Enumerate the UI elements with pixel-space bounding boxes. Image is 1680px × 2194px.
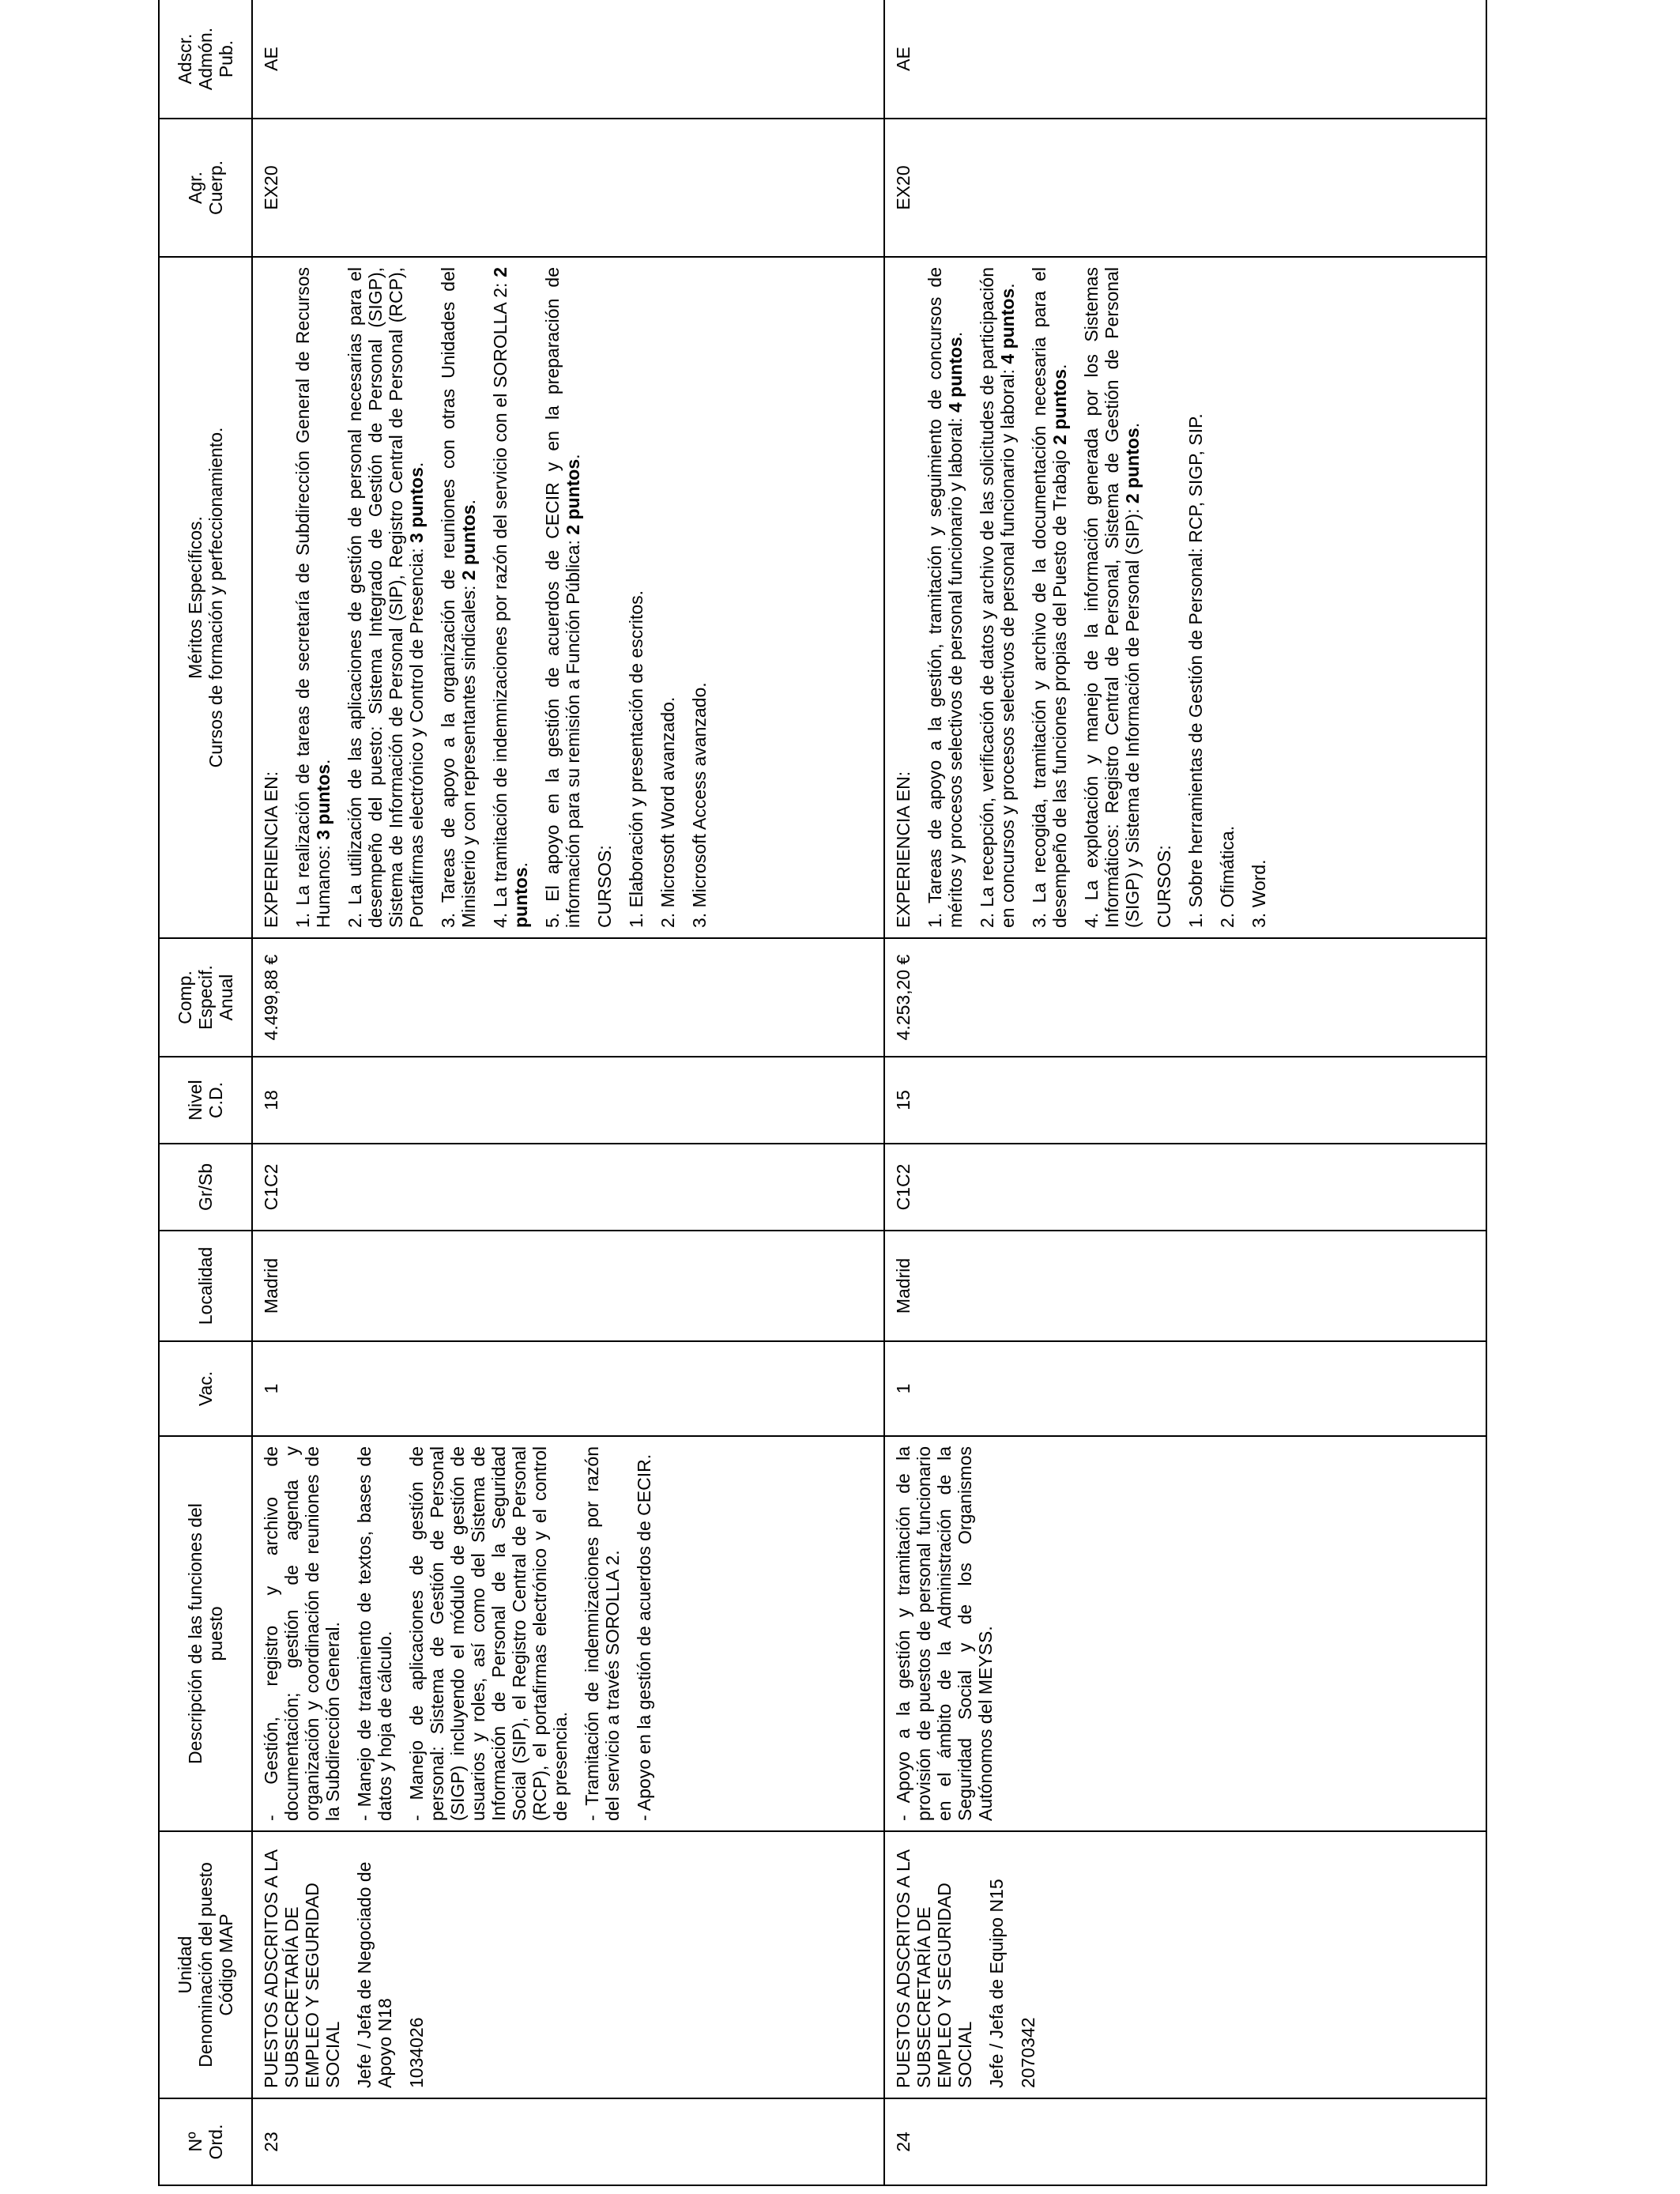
adscr-cell: AE [884,0,1486,119]
table-row [884,0,1486,2185]
meritos-heading: EXPERIENCIA EN: [261,771,281,928]
cursos-heading: CURSOS: [1153,845,1174,928]
vac-cell: 1 [884,1341,1486,1436]
meritos-cell [884,257,1486,938]
grsb-cell: C1C2 [884,1144,1486,1231]
merito-item: 2. La utilización de las aplicaciones de gestión de personal necesarias para el desempeño del puesto: Sistema Integrado de Gestión de Personal (SIGP), Sistema de Información de Personal (SIP), Registro Central de Personal (RCP), Portafirmas electrónico y Control de Presencia: 3 puntos. [344,267,427,928]
header-adscr: Adscr. Admón. Pub. [159,0,252,119]
descripcion-cell [884,1436,1486,1831]
header-unidad: Unidad Denominación del puesto Código MAP [159,1831,252,2098]
grsb-cell: C1C2 [252,1144,884,1231]
merito-item: 5. El apoyo en la gestión de acuerdos de CECIR y en la preparación de información para su remisión a Función Pública: 2 puntos. [541,267,583,928]
header-row [159,0,252,2185]
header-meritos: Méritos Específicos. Cursos de formación y perfeccionamiento. [159,257,252,938]
unidad-cell [884,1831,1486,2098]
agr-cell: EX20 [252,119,884,257]
unidad-cell [252,1831,884,2098]
header-agr: Agr. Cuerp. [159,119,252,257]
header-comp: Comp. Especif. Anual [159,938,252,1057]
curso-item: 2. Microsoft Word avanzado. [657,696,678,928]
codigo-text: 2070342 [1017,2017,1038,2088]
descripcion-item: - Apoyo en la gestión de acuerdos de CECIR. [633,1453,654,1821]
descripcion-item: - Gestión, registro y archivo de documentación; gestión de agenda y organización y coordinación de reuniones de la Subdirección General. [261,1446,343,1821]
localidad-cell: Madrid [884,1231,1486,1341]
header-nivel: Nivel C.D. [159,1057,252,1144]
vac-cell: 1 [252,1341,884,1436]
descripcion-item: - Manejo de tratamiento de textos, bases de datos y hoja de cálculo. [353,1446,395,1821]
table-row [252,0,884,2185]
curso-item: 1. Elaboración y presentación de escritos. [625,590,646,928]
merito-item: 3. Tareas de apoyo a la organización de reuniones con otras Unidades del Ministerio y con representantes sindicales: 2 puntos. [437,267,479,928]
codigo-text: 1034026 [405,2017,427,2088]
header-descripcion: Descripción de las funciones del puesto [159,1436,252,1831]
adscr-cell: AE [252,0,884,119]
meritos-cell [252,257,884,938]
denominacion-text: Jefe / Jefa de Negociado de Apoyo N18 [353,1861,395,2088]
descripcion-item: - Manejo de aplicaciones de gestión de personal: Sistema de Gestión de Personal (SIGP) incluyendo el módulo de gestión de usuarios y roles, así como del Sistema de Información de Personal de la Seguridad Social (SIP), el Registro Central de Personal (RCP), el portafirmas electrónico y el control de presencia. [405,1446,571,1821]
denominacion-text: Jefe / Jefa de Equipo N15 [985,1879,1007,2088]
comp-cell: 4.499,88 € [252,938,884,1057]
header-vac: Vac. [159,1341,252,1436]
merito-item: 3. La recogida, tramitación y archivo de la documentación necesaria para el desempeño de las funciones propias del Puesto de Trabajo 2 puntos. [1028,267,1070,928]
merito-item: 1. La realización de tareas de secretaría de Subdirección General de Recursos Humanos: 3 puntos. [292,267,333,928]
merito-item: 2. La recepción, verificación de datos y archivo de las solicitudes de participación en concursos y procesos selectivos de personal funcionario y laboral: 4 puntos. [976,267,1018,928]
rotated-page [158,0,1522,2186]
merito-item: 4. La explotación y manejo de la información generada por los Sistemas Informáticos: Registro Central de Personal, Sistema de Gestión de Personal (SIGP) y Sistema de Información de Personal (SIP): 2 puntos. [1080,267,1143,928]
unidad-text: PUESTOS ADSCRITOS A LA SUBSECRETARÍA DE EMPLEO Y SEGURIDAD SOCIAL [893,1850,975,2088]
curso-item: 1. Sobre herramientas de Gestión de Personal: RCP, SIGP, SIP. [1185,413,1206,928]
cursos-heading: CURSOS: [593,845,615,928]
unidad-text: PUESTOS ADSCRITOS A LA SUBSECRETARÍA DE EMPLEO Y SEGURIDAD SOCIAL [261,1850,343,2088]
header-ord: Nº Ord. [159,2098,252,2185]
descripcion-item: - Apoyo a la gestión y tramitación de la provisión de puestos de personal funcionario en el ámbito de la Administración de la Seguridad Social y de los Organismos Autónomos del MEYSS. [893,1446,996,1821]
localidad-cell: Madrid [252,1231,884,1341]
merito-item: 1. Tareas de apoyo a la gestión, tramitación y seguimiento de concursos de méritos y procesos selectivos de personal funcionario y laboral: 4 puntos. [924,267,966,928]
agr-cell: EX20 [884,119,1486,257]
ord-cell: 23 [252,2098,884,2185]
header-localidad: Localidad [159,1231,252,1341]
comp-cell: 4.253,20 € [884,938,1486,1057]
positions-table [158,0,1487,2186]
ord-cell: 24 [884,2098,1486,2185]
merito-item: 4. La tramitación de indemnizaciones por razón del servicio con el SOROLLA 2: 2 puntos. [489,267,531,928]
curso-item: 3. Microsoft Access avanzado. [688,682,710,928]
header-grsb: Gr/Sb [159,1144,252,1231]
descripcion-cell [252,1436,884,1831]
meritos-heading: EXPERIENCIA EN: [893,771,913,928]
descripcion-item: - Tramitación de indemnizaciones por razón del servicio a través SOROLLA 2. [581,1446,623,1821]
curso-item: 2. Ofimática. [1216,825,1237,928]
nivel-cell: 15 [884,1057,1486,1144]
curso-item: 3. Word. [1248,859,1269,928]
nivel-cell: 18 [252,1057,884,1144]
